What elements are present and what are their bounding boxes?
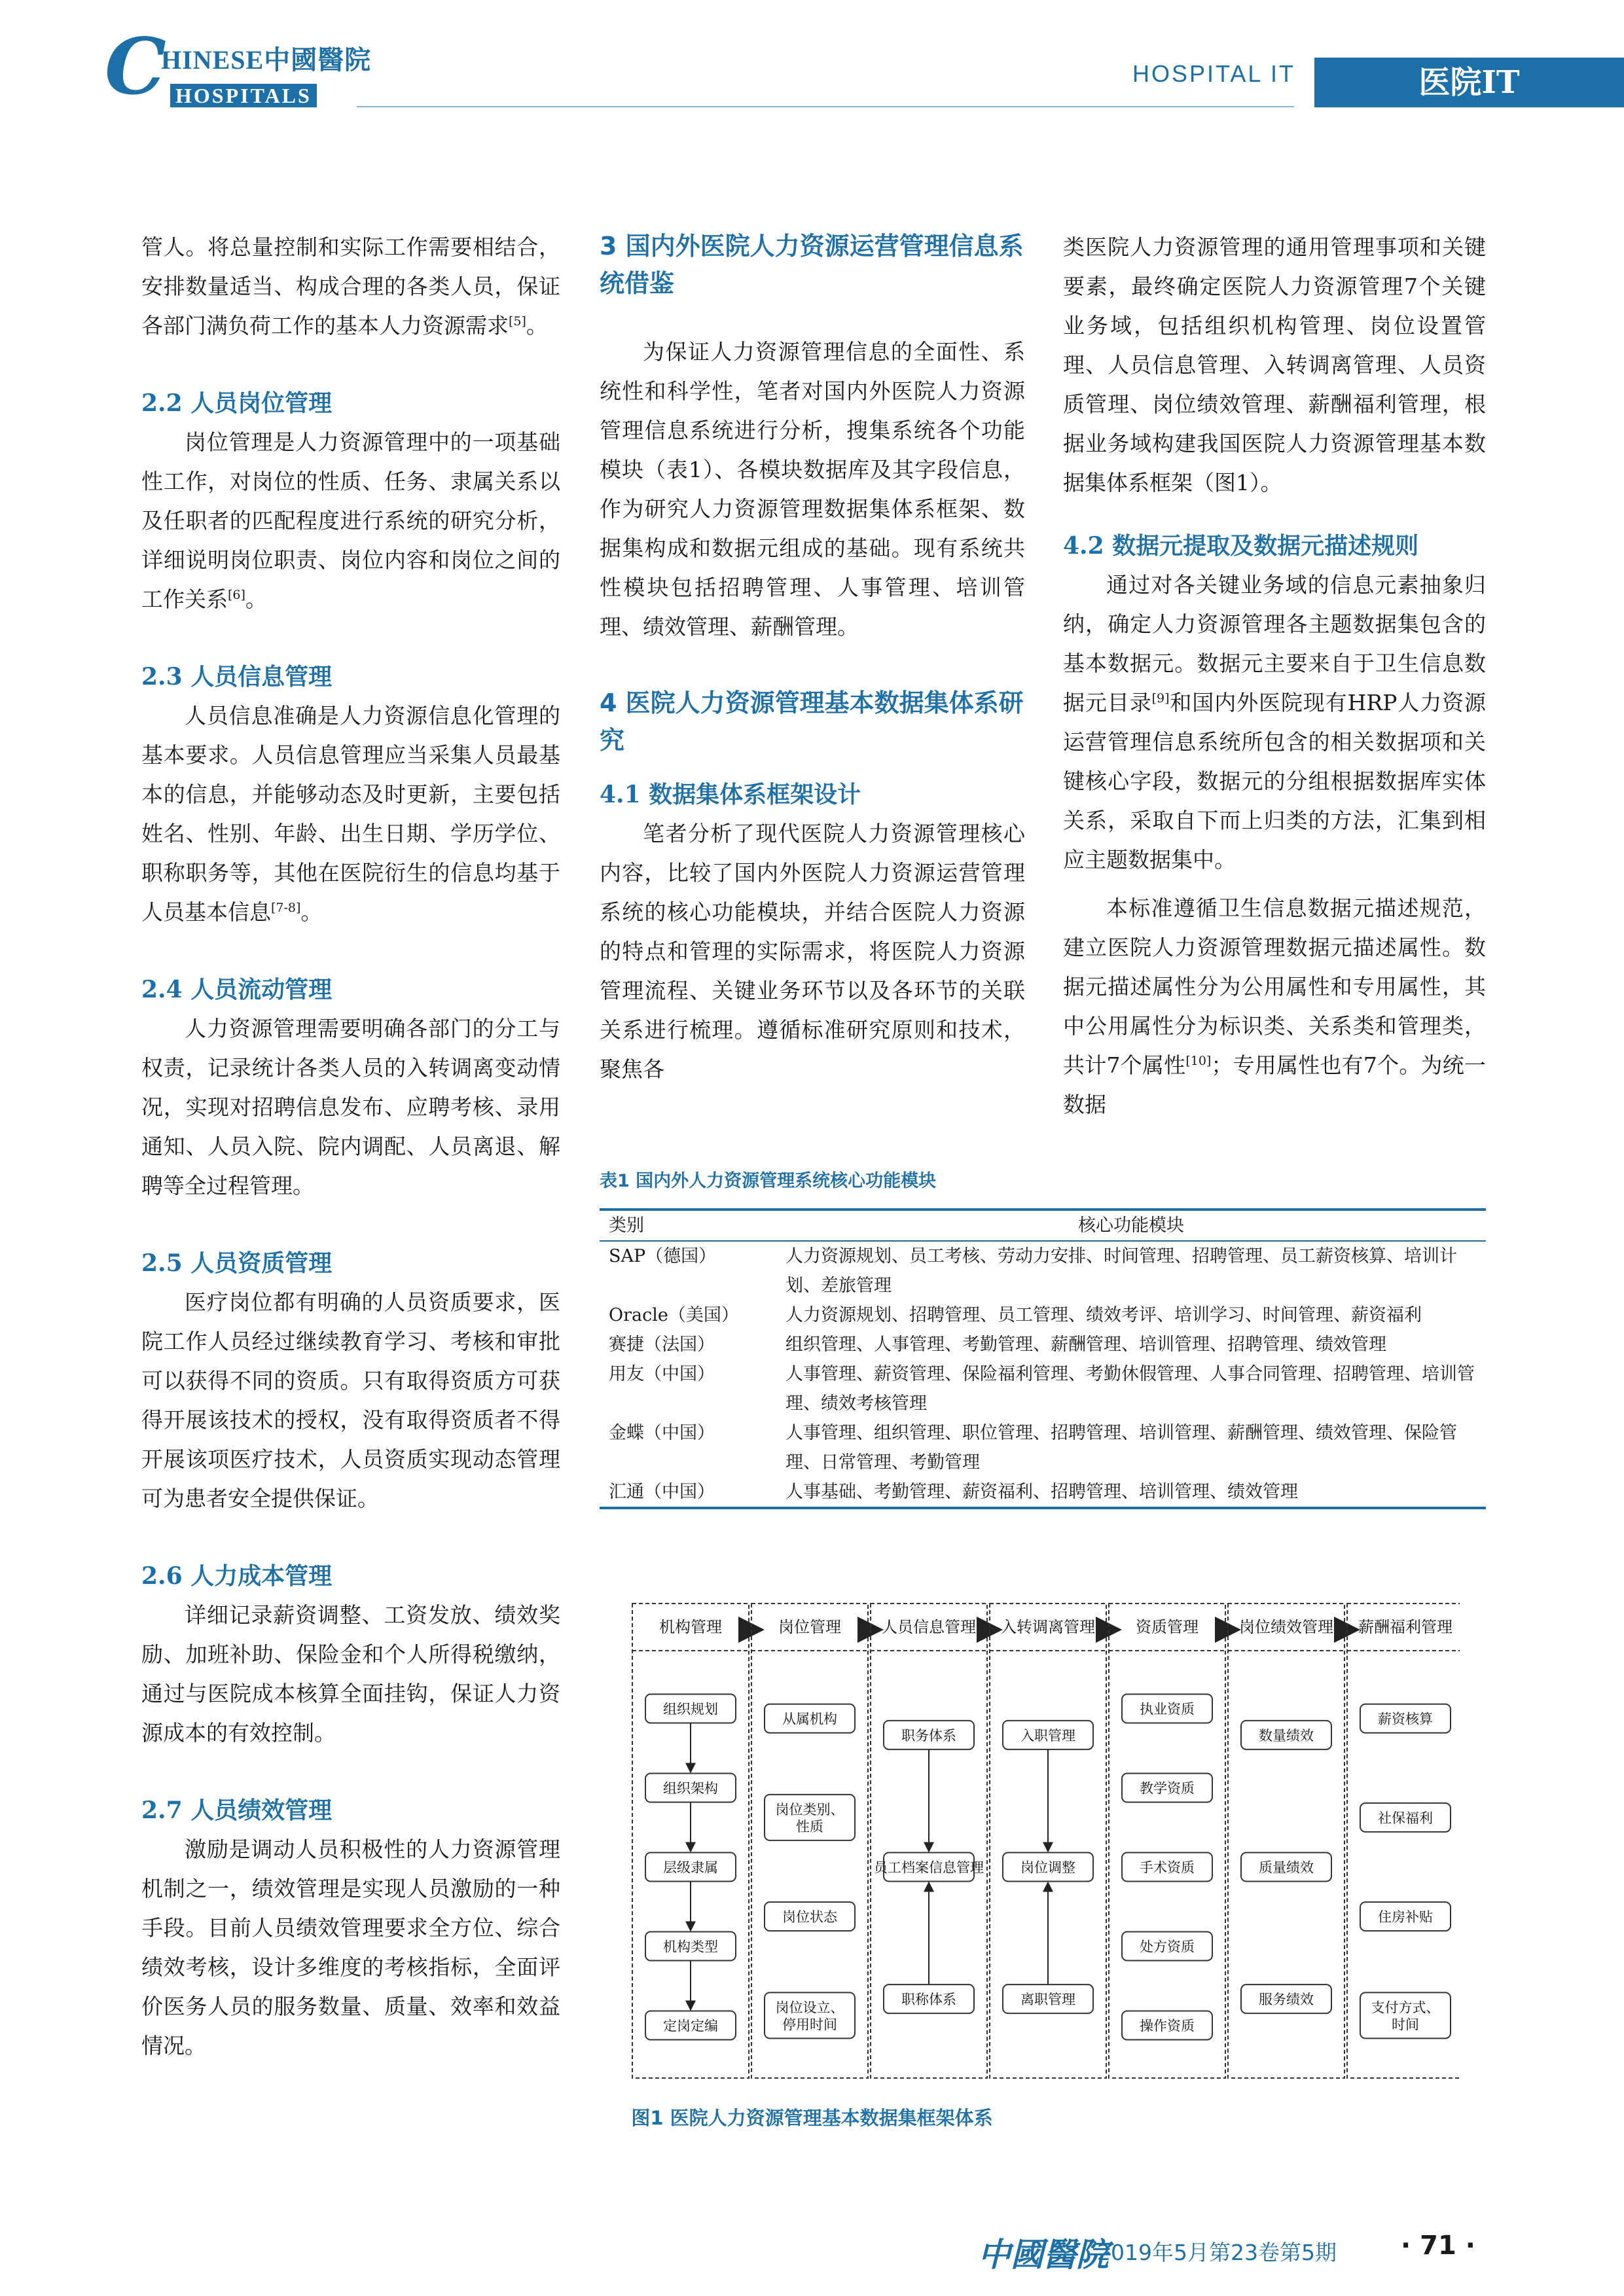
table-cell-modules: 人事管理、组织管理、职位管理、招聘管理、培训管理、薪酬管理、绩效管理、保险管理、日常管理、考勤管理 [785,1423,1457,1473]
function-module-table [600,1208,1486,1509]
table-header-cell: 核心功能模块 [1078,1215,1184,1236]
section-heading-2-2: 2.2 人员岗位管理 [141,389,333,417]
table-cell-vendor: SAP（德国） [609,1246,717,1266]
table-row [600,1330,1486,1359]
diagram-item-label: 职务体系 [901,1727,956,1744]
diagram-item-label: 住房补贴 [1378,1909,1433,1926]
diagram-item-label: 服务绩效 [1259,1992,1314,2008]
diagram-item-label: 支付方式、 [1371,2000,1440,2016]
diagram-item-label: 处方资质 [1140,1939,1195,1955]
table-row [600,1242,1486,1300]
section-heading-2-7: 2.7 人员绩效管理 [141,1797,333,1824]
table-header-row [600,1211,1486,1242]
diagram-item-label: 岗位类别、 [775,1801,844,1818]
section-heading-2-3: 2.3 人员信息管理 [141,663,333,691]
section-label-en: HOSPITAL IT [1132,60,1296,87]
diagram-item-label: 执业资质 [1140,1701,1195,1717]
table-header-cell: 类别 [609,1215,644,1236]
diagram-column-title: 岗位绩效管理 [1239,1618,1333,1636]
paragraph: 激励是调动人员积极性的人力资源管理机制之一，绩效管理是实现人员激励的一种手段。目前人员绩效管理要求全方位、综合绩效考核，设计多维度的考核指标，全面评价医务人员的服务数量、质量、效率和效益情况。 [141,1837,560,2058]
table-cell-vendor: 金蝶（中国） [609,1423,715,1443]
issue-date: 2019年5月第23卷第5期 [1097,2240,1337,2265]
table-cell-vendor: 用友（中国） [609,1364,715,1384]
diagram-item-label: 离职管理 [1020,1992,1075,2008]
diagram-item-label: 组织架构 [663,1780,718,1797]
section-heading-4: 4 医院人力资源管理基本数据集体系研究 [600,689,1024,755]
diagram-item-label: 手术资质 [1140,1859,1195,1876]
page-number: · 71 · [1401,2231,1475,2261]
section-label-cn: 医院IT [1314,58,1624,107]
diagram-item-label: 组织规划 [663,1701,718,1717]
diagram-item-label: 数量绩效 [1259,1727,1314,1744]
diagram-column-title: 机构管理 [659,1618,722,1636]
paragraph: 人员信息准确是人力资源信息化管理的基本要求。人员信息管理应当采集人员最基本的信息，并能够动态及时更新，主要包括姓名、性别、年龄、出生日期、学历学位、职称职务等，其他在医院衍生的信息均基于人员基本信息[7-8]。 [141,703,560,925]
paragraph: 类医院人力资源管理的通用管理事项和关键要素，最终确定医院人力资源管理7个关键业务域，包括组织机构管理、岗位设置管理、人员信息管理、入转调离管理、人员资质管理、岗位绩效管理、薪酬福利管理，根据业务域构建我国医院人力资源管理基本数据集体系框架（图1）。 [1063,234,1486,495]
section-heading-2-5: 2.5 人员资质管理 [141,1249,333,1277]
logo-chinese-text: HINESE中國醫院 [161,45,372,75]
table-cell-vendor: Oracle（美国） [609,1305,739,1325]
diagram-item-label: 层级隶属 [663,1859,718,1876]
table-row [600,1359,1486,1418]
diagram-item-label: 员工档案信息管理 [874,1859,984,1876]
framework-diagram [628,1597,1460,2085]
table-caption: 表1 国内外人力资源管理系统核心功能模块 [600,1171,937,1191]
paragraph: 医疗岗位都有明确的人员资质要求，医院工作人员经过继续教育学习、考核和审批可以获得不同的资质。只有取得资质方可获得开展该技术的授权，没有取得资质者不得开展该项医疗技术，人员资质实现动态管理可为患者安全提供保证。 [141,1289,560,1511]
diagram-item-label: 社保福利 [1378,1810,1433,1826]
column-2 [600,228,1025,1089]
diagram-item-label: 性质 [796,1818,823,1835]
diagram-item-label: 职称体系 [901,1992,956,2008]
diagram-item-label: 薪资核算 [1378,1711,1433,1727]
diagram-column-frame [1109,1604,1225,2078]
paragraph: 人力资源管理需要明确各部门的分工与权责，记录统计各类人员的入转调离变动情况，实现对招聘信息发布、应聘考核、录用通知、人员入院、院内调配、人员离退、解聘等全过程管理。 [141,1016,560,1198]
section-heading-3: 3 国内外医院人力资源运营管理信息系统借鉴 [600,232,1024,298]
paragraph: 岗位管理是人力资源管理中的一项基础性工作，对岗位的性质、任务、隶属关系以及任职者的匹配程度进行系统的研究分析，详细说明岗位职责、岗位内容和岗位之间的工作关系[6]。 [141,429,560,612]
section-heading-4-1: 4.1 数据集体系框架设计 [600,781,861,808]
logo-letter-c: C [105,21,166,112]
column-3 [1063,228,1486,1124]
diagram-item-label: 停用时间 [782,2017,837,2033]
diagram-column-title: 资质管理 [1136,1618,1199,1636]
paragraph: 为保证人力资源管理信息的全面性、系统性和科学性，笔者对国内外医院人力资源管理信息系统进行分析，搜集系统各个功能模块（表1）、各模块数据库及其字段信息，作为研究人力资源管理数据集体系框架、数据集构成和数据元组成的基础。现有系统共性模块包括招聘管理、人事管理、培训管理、绩效管理、薪酬管理。 [600,339,1025,639]
paragraph: 笔者分析了现代医院人力资源管理核心内容，比较了国内外医院人力资源运营管理系统的核心功能模块，并结合医院人力资源的特点和管理的实际需求，将医院人力资源管理流程、关键业务环节以及各环节的关联关系进行梳理。遵循标准研究原则和技术，聚焦各 [600,821,1025,1082]
diagram-item-label: 机构类型 [663,1939,718,1955]
header-rule [357,106,1294,107]
table-cell-modules: 人事管理、薪资管理、保险福利管理、考勤休假管理、人事合同管理、招聘管理、培训管理、绩效考核管理 [785,1364,1475,1414]
table-cell-modules: 人力资源规划、招聘管理、员工管理、绩效考评、培训学习、时间管理、薪资福利 [785,1305,1422,1325]
diagram-item-label: 入职管理 [1020,1727,1075,1744]
paragraph: 本标准遵循卫生信息数据元描述规范，建立医院人力资源管理数据元描述属性。数据元描述属性分为公用属性和专用属性，其中公用属性分为标识类、关系类和管理类，共计7个属性[10]；专用属性也有7个。为统一数据 [1063,895,1486,1117]
diagram-item-label: 岗位设立、 [775,2000,844,2016]
column-1 [141,228,560,2066]
table-cell-modules: 组织管理、人事管理、考勤管理、薪酬管理、培训管理、招聘管理、绩效管理 [785,1335,1386,1355]
diagram-item-label: 定岗定编 [663,2018,718,2034]
table-row [600,1477,1486,1507]
diagram-column-title: 入转调离管理 [1001,1618,1095,1636]
table-row [600,1418,1486,1477]
diagram-item-label: 教学资质 [1140,1780,1195,1797]
paragraph: 管人。将总量控制和实际工作需要相结合，安排数量适当、构成合理的各类人员，保证各部门满负荷工作的基本人力资源需求[5]。 [141,234,560,338]
diagram-column-title: 岗位管理 [778,1618,841,1636]
section-heading-4-2: 4.2 数据元提取及数据元描述规则 [1063,532,1419,560]
diagram-item-label: 岗位调整 [1020,1859,1075,1876]
diagram-item-label: 时间 [1392,2017,1419,2033]
table-cell-vendor: 赛捷（法国） [609,1335,715,1355]
journal-logo [105,21,372,112]
table-row [600,1300,1486,1330]
table-cell-modules: 人事基础、考勤管理、薪资福利、招聘管理、培训管理、绩效管理 [785,1482,1298,1502]
diagram-item-label: 岗位状态 [782,1909,837,1926]
figure-caption: 图1 医院人力资源管理基本数据集框架体系 [631,2107,993,2129]
footer-logo: 中國醫院 [978,2235,1109,2274]
table-cell-vendor: 汇通（中国） [609,1482,715,1502]
section-heading-2-6: 2.6 人力成本管理 [141,1562,333,1590]
diagram-item-label: 操作资质 [1140,2018,1195,2034]
table-cell-modules: 人力资源规划、员工考核、劳动力安排、时间管理、招聘管理、员工薪资核算、培训计划、差旅管理 [785,1246,1457,1296]
paragraph: 详细记录薪资调整、工资发放、绩效奖励、加班补助、保险金和个人所得税缴纳，通过与医院成本核算全面挂钩，保证人力资源成本的有效控制。 [141,1602,560,1746]
paragraph: 通过对各关键业务域的信息元素抽象归纳，确定人力资源管理各主题数据集包含的基本数据元。数据元主要来自于卫生信息数据元目录[9]和国内外医院现有HRP人力资源运营管理信息系统所包含的相关数据项和关键核心字段，数据元的分组根据数据库实体关系，采取自下而上归类的方法，汇集到相应主题数据集中。 [1063,572,1486,872]
section-heading-2-4: 2.4 人员流动管理 [141,976,333,1003]
diagram-column-title: 人员信息管理 [882,1618,976,1636]
diagram-column-title: 薪酬福利管理 [1358,1618,1453,1636]
logo-hospitals-text: HOSPITALS [170,84,317,107]
diagram-item-label: 从属机构 [782,1711,837,1727]
diagram-item-label: 质量绩效 [1259,1859,1314,1876]
